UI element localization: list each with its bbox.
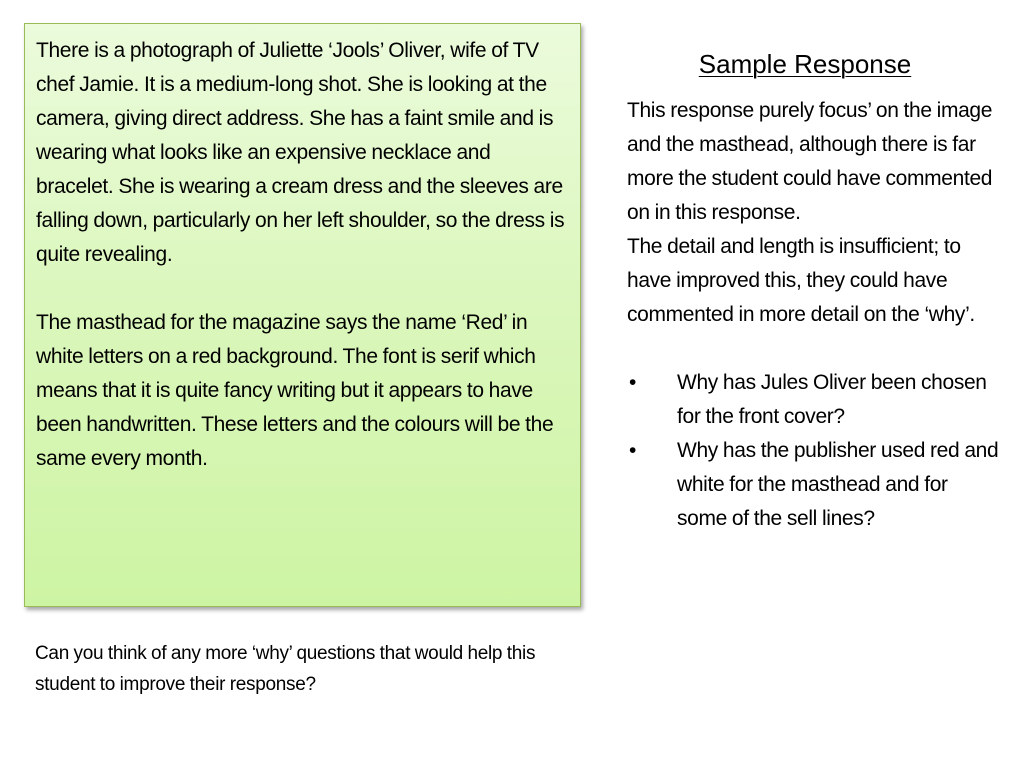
box-paragraph-2: The masthead for the magazine says the name ‘Red’ in white letters on a red background. The font is serif which means that it is quite fancy writing but it appears to have been handwritten. These letters and the colours will be the same every month.	[36, 311, 554, 470]
bullet-text: Why has Jules Oliver been chosen for the front cover?	[677, 371, 987, 428]
bullet-icon: •	[629, 439, 637, 462]
why-questions-list	[627, 366, 999, 536]
commentary-column	[627, 94, 999, 536]
bullet-text: Why has the publisher used red and white for the masthead and for some of the sell lines?	[677, 439, 999, 530]
discussion-question: Can you think of any more ‘why’ questions that would help this student to improve their response?	[35, 643, 536, 695]
list-item	[627, 366, 999, 434]
list-item	[627, 434, 999, 536]
bullet-icon: •	[629, 371, 637, 394]
box-paragraph-1: There is a photograph of Juliette ‘Jools’ Oliver, wife of TV chef Jamie. It is a medium-long shot. She is looking at the camera, giving direct address. She has a faint smile and is wearing what looks like an expensive necklace and bracelet. She is wearing a cream dress and the sleeves are falling down, particularly on her left shoulder, so the dress is quite revealing.	[36, 39, 565, 266]
slide-title: Sample Response	[698, 49, 912, 79]
commentary-paragraph-1: This response purely focus’ on the image and the masthead, although there is far more the student could have commented on in this response.	[627, 99, 993, 224]
commentary-paragraph-2: The detail and length is insufficient; to have improved this, they could have commented in more detail on the ‘why’.	[627, 235, 975, 326]
sample-response-box	[24, 23, 581, 607]
